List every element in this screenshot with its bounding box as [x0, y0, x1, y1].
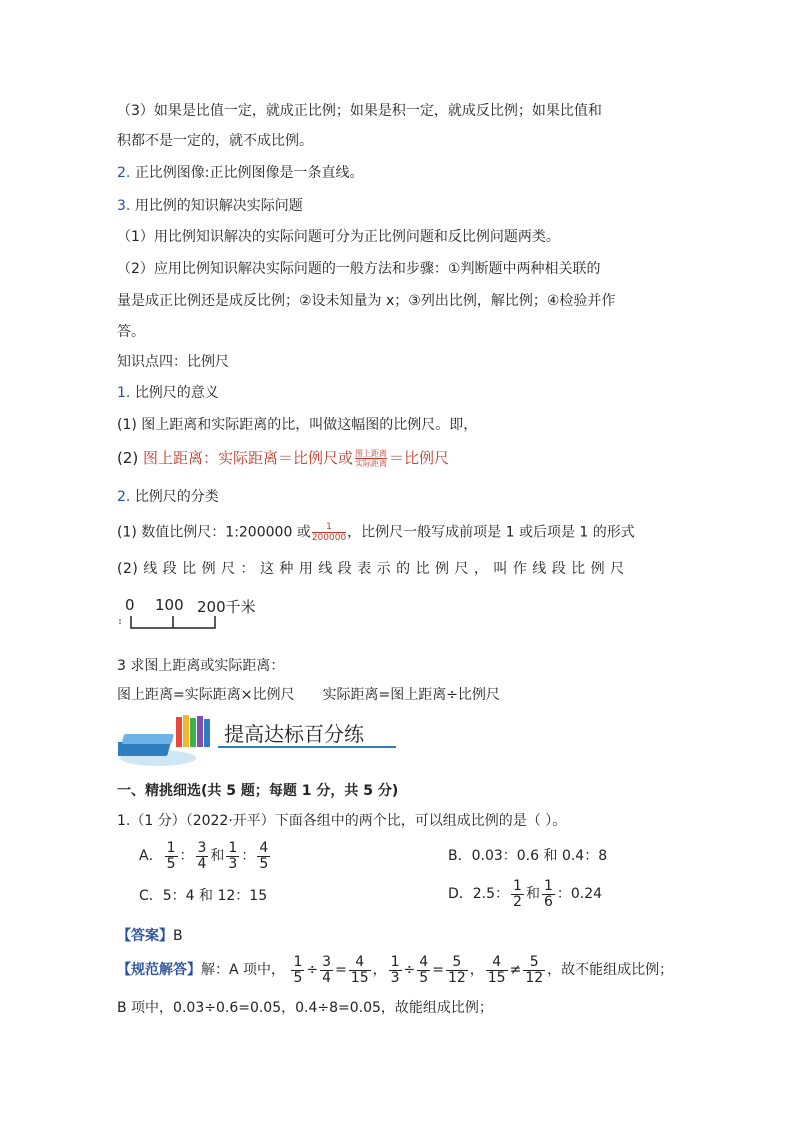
text: ，故不能组成比例；: [547, 962, 674, 978]
fraction: [320, 955, 333, 986]
section-title: 一、精挑细选(共 5 题；每题 1 分，共 5 分): [117, 783, 399, 799]
denominator: 3: [228, 855, 238, 872]
number: 3.: [117, 198, 135, 214]
denominator: 15: [350, 969, 369, 986]
denominator: 4: [322, 969, 332, 986]
denominator: 200000: [311, 533, 347, 543]
numerator: 1: [543, 877, 553, 894]
fraction: [165, 841, 178, 872]
text: 正比例图像:正比例图像是一条直线。: [134, 165, 364, 181]
prefix: (2): [117, 449, 144, 467]
heading-line: [117, 383, 219, 403]
fraction: [196, 841, 209, 872]
section-banner: [118, 712, 398, 768]
option-text: D．2.5：: [448, 886, 510, 902]
text-line: （2）应用比例知识解决实际问题的一般方法和步骤：①判断题中两种相关联的: [117, 261, 601, 277]
text-line: 答。: [117, 324, 145, 340]
option-text: ：0.24: [556, 886, 603, 902]
text-line: 积都不是一定的，就不成比例。: [117, 133, 313, 149]
numerator: 图上距离: [355, 449, 388, 458]
answer-value: B: [173, 928, 183, 944]
numerator: 1: [513, 877, 522, 894]
scale-bar: [117, 614, 227, 632]
numerator: 4: [349, 955, 371, 971]
text: 解：A 项中，: [201, 962, 286, 978]
numerator: 4: [486, 955, 508, 971]
and: 和: [525, 886, 540, 902]
numerator: 5: [523, 955, 545, 971]
text-line: 量是成正比例还是成反比例；②设未知量为 x；③列出比例，解比例；④检验并作: [117, 293, 616, 309]
option-b: B．0.03：0.6 和 0.4：8: [448, 848, 608, 864]
fraction: [349, 955, 371, 986]
fraction: [389, 955, 402, 986]
scale-label: 200千米: [197, 598, 256, 616]
text: ，比例尺一般写成前项是 1 或后项是 1 的形式: [347, 524, 635, 541]
answer-line: [117, 926, 183, 946]
option-d: [448, 878, 602, 910]
text: 比例尺的意义: [134, 385, 219, 401]
operator: =: [432, 962, 444, 978]
denominator: 2: [513, 893, 522, 910]
numerator: 1: [228, 839, 238, 856]
formula-red: 图上距离：实际距离＝比例尺或: [143, 449, 354, 467]
denominator: 实际距离: [355, 459, 388, 468]
text-line: 3 求图上距离或实际距离：: [117, 658, 285, 674]
number: 2.: [117, 165, 135, 181]
option-label: A．: [139, 848, 163, 864]
explain-line: [117, 954, 673, 986]
question-stem: 1.（1 分）（2022·开平）下面各组中的两个比，可以组成比例的是（ ）。: [117, 813, 567, 829]
banner-title: 提高达标百分练: [224, 722, 364, 746]
fraction: [226, 841, 239, 872]
formula-tail: ＝比例尺: [389, 449, 450, 467]
denominator: 5: [419, 969, 429, 986]
fraction: [355, 449, 387, 468]
banner-underline: [218, 746, 396, 748]
text-line: （1）用比例知识解决的实际问题可分为正比例问题和反比例问题两类。: [117, 229, 560, 245]
operator: ÷: [306, 962, 319, 978]
numerator: 1: [293, 953, 303, 970]
text-line: (2) 线 段 比 例 尺 ： 这 种 用 线 段 表 示 的 比 例 尺 ， 叫 作 线 段 比 例 尺: [117, 561, 625, 577]
denominator: 12: [447, 969, 466, 986]
explain-line: B 项中，0.03÷0.6=0.05，0.4÷8=0.05，故能组成比例；: [117, 1000, 493, 1016]
fraction: [291, 955, 304, 986]
colon: ：: [241, 848, 256, 864]
heading-line: [117, 487, 219, 507]
fraction: [312, 522, 346, 543]
formula: 实际距离=图上距离÷比例尺: [322, 687, 500, 703]
numerator: 4: [419, 953, 429, 970]
explain-label: 【规范解答】: [117, 962, 201, 978]
denominator: 12: [525, 969, 544, 986]
fraction: [523, 955, 545, 986]
formula: 图上距离=实际距离×比例尺: [117, 687, 295, 703]
fraction: [446, 955, 468, 986]
numerator: 4: [259, 839, 269, 856]
fraction: [417, 955, 430, 986]
operator: ≠: [509, 962, 522, 978]
numerator: 5: [446, 955, 468, 971]
separator: ，: [469, 962, 484, 978]
denominator: 5: [293, 969, 303, 986]
formula-line: [117, 448, 449, 468]
operator: ÷: [403, 962, 416, 978]
text: 用比例的知识解决实际问题: [134, 198, 303, 214]
numerator: 1: [312, 522, 346, 533]
text: 比例尺的分类: [134, 489, 219, 505]
scale-label: 0: [125, 596, 135, 614]
books-icon: [118, 712, 228, 768]
colon: ：: [179, 848, 194, 864]
denominator: 5: [259, 855, 269, 872]
text: (1) 数值比例尺：1:200000 或: [117, 524, 311, 541]
option-c: C．5：4 和 12：15: [139, 888, 268, 904]
operator: =: [335, 962, 347, 978]
denominator: 6: [543, 893, 553, 910]
and: 和: [210, 848, 225, 864]
text-line: [117, 522, 635, 543]
numerator: 1: [390, 953, 400, 970]
text-line: （3）如果是比值一定，就成正比例；如果是积一定，就成反比例；如果比值和: [117, 103, 602, 119]
line-scale: [117, 596, 297, 636]
fraction: [511, 879, 524, 910]
denominator: 5: [166, 855, 176, 872]
numerator: 3: [322, 953, 332, 970]
number: 1.: [117, 385, 135, 401]
option-a: [139, 840, 272, 872]
separator: ，: [372, 962, 387, 978]
text-line: (1) 图上距离和实际距离的比，叫做这幅图的比例尺。即，: [117, 417, 478, 433]
heading-line: [117, 163, 364, 183]
number: 2.: [117, 489, 135, 505]
fraction: [257, 841, 270, 872]
knowledge-heading: 知识点四：比例尺: [117, 354, 229, 370]
denominator: 15: [487, 969, 506, 986]
answer-label: 【答案】: [117, 928, 173, 944]
fraction: [486, 955, 508, 986]
numerator: 3: [197, 839, 207, 856]
formula-line: [117, 685, 500, 705]
denominator: 4: [197, 855, 207, 872]
numerator: 1: [166, 839, 176, 856]
denominator: 3: [390, 969, 400, 986]
heading-line: [117, 196, 303, 216]
scale-label: 100: [155, 596, 184, 614]
fraction: [542, 879, 555, 910]
